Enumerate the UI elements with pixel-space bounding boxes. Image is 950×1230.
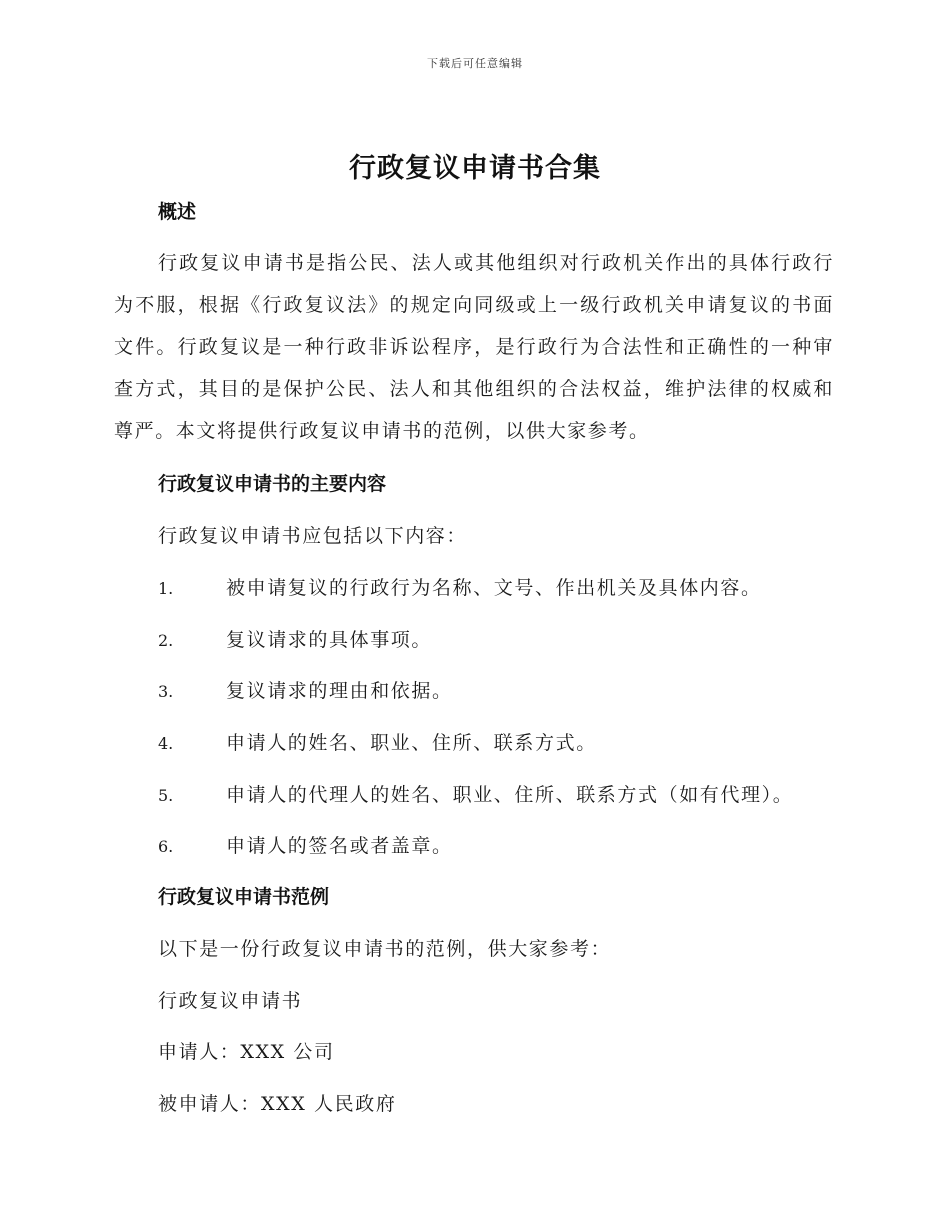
list-item-number: 6. (158, 837, 174, 856)
header-note: 下载后可任意编辑 (427, 57, 523, 70)
list-item-number: 1. (158, 579, 174, 598)
section-heading-overview: 概述 (158, 201, 197, 223)
example-respondent: 被申请人：XXX 人民政府 (158, 1093, 397, 1115)
list-item-text: 申请人的签名或者盖章。 (226, 835, 453, 857)
list-item-number: 4. (158, 734, 174, 753)
list-item-number: 5. (158, 786, 174, 805)
list-item (158, 677, 453, 706)
list-item-text: 申请人的姓名、职业、住所、联系方式。 (226, 732, 597, 754)
example-intro: 以下是一份行政复议申请书的范例，供大家参考： (158, 938, 612, 960)
example-doc-title: 行政复议申请书 (158, 990, 303, 1012)
list-item (158, 781, 793, 810)
example-applicant: 申请人：XXX 公司 (158, 1041, 335, 1063)
list-item (158, 729, 597, 758)
list-item-text: 复议请求的具体事项。 (226, 629, 433, 651)
section-heading-contents: 行政复议申请书的主要内容 (158, 473, 387, 495)
list-item-text: 申请人的代理人的姓名、职业、住所、联系方式（如有代理）。 (226, 784, 794, 806)
overview-paragraph: 行政复议申请书是指公民、法人或其他组织对行政机关作出的具体行政行为不服，根据《行政复议法》的规定向同级或上一级行政机关申请复议的书面文件。行政复议是一种行政非诉讼程序，是行政行为合法性和正确性的一种审查方式，其目的是保护公民、法人和其他组织的合法权益，维护法律的权威和尊严。本文将提供行政复议申请书的范例，以供大家参考。 (114, 252, 834, 442)
list-item (158, 832, 453, 861)
contents-intro: 行政复议申请书应包括以下内容： (158, 525, 468, 547)
list-item-text: 复议请求的理由和依据。 (226, 680, 453, 702)
list-item-number: 3. (158, 682, 174, 701)
list-item (158, 626, 432, 655)
document-title: 行政复议申请书合集 (349, 153, 601, 184)
list-item-text: 被申请复议的行政行为名称、文号、作出机关及具体内容。 (226, 577, 762, 599)
list-item-number: 2. (158, 631, 174, 650)
list-item (158, 574, 762, 603)
section-heading-example: 行政复议申请书范例 (158, 886, 330, 908)
